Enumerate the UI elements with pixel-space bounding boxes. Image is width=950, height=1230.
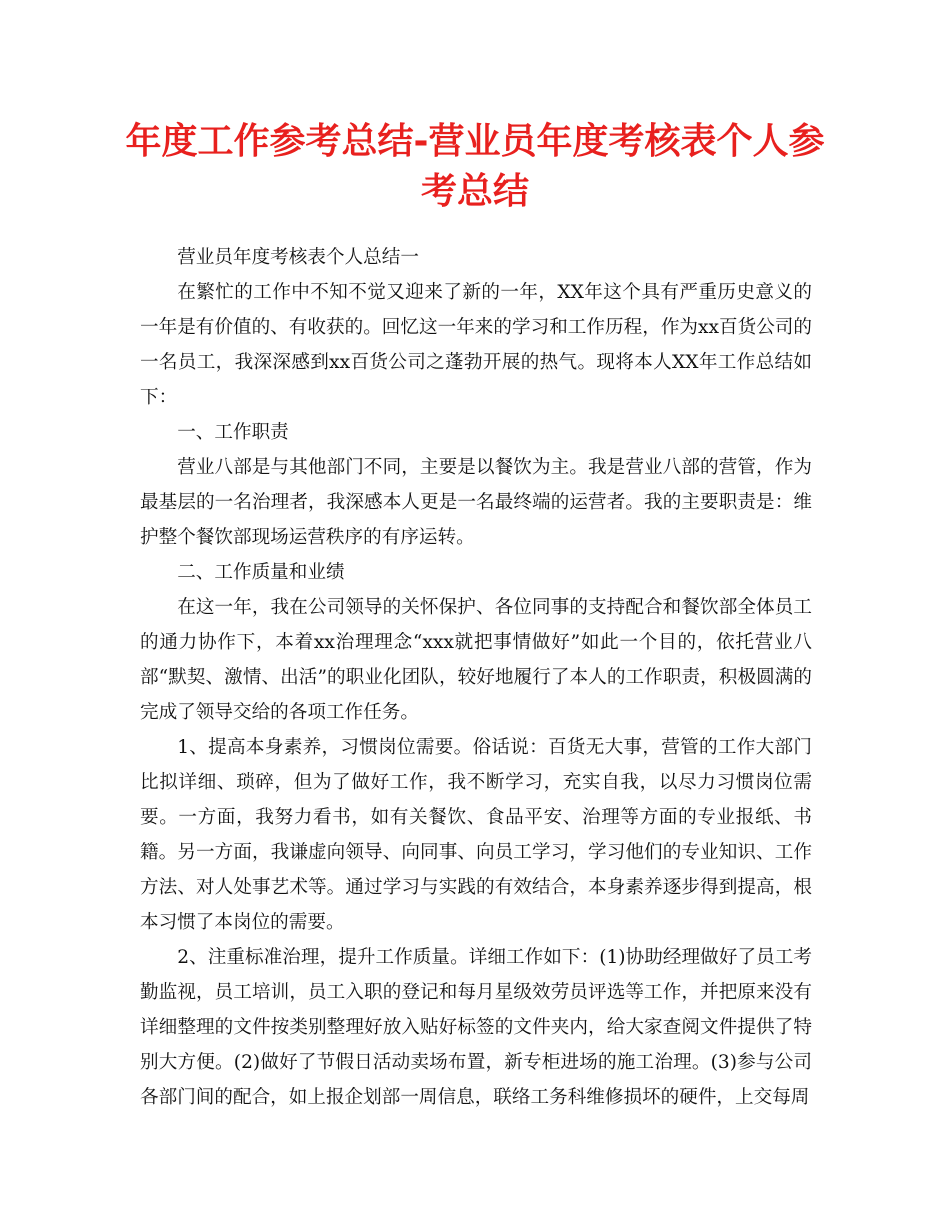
item-2-paragraph: 2、注重标准治理，提升工作质量。详细工作如下：(1)协助经理做好了员工考勤监视，员工培训，员工入职的登记和每月星级效劳员评选等工作，并把原来没有详细整理的文件按类别整理好放入贴好标签的文件夹内，给大家查阅文件提供了特别大方便。(2)做好了节假日活动卖场布置，新专柜进场的施工治理。(3)参与公司各部门间的配合，如上报企划部一周信息，联络工务科维修损坏的硬件，上交每周 bbox=[140, 947, 812, 1108]
duties-paragraph: 营业八部是与其他部门不同，主要是以餐饮为主。我是营业八部的营管，作为最基层的一名治理者，我深感本人更是一名最终端的运营者。我的主要职责是：维护整个餐饮部现场运营秩序的有序运转。 bbox=[140, 457, 812, 548]
intro-paragraph: 在繁忙的工作中不知不觉又迎来了新的一年，XX年这个具有严重历史意义的一年是有价值的、有收获的。回忆这一年来的学习和工作历程，作为xx百货公司的一名员工，我深深感到xx百货公司之蓬勃开展的热气。现将本人XX年工作总结如下： bbox=[140, 282, 812, 408]
subtitle-paragraph: 营业员年度考核表个人总结一 bbox=[177, 247, 419, 268]
item-1-paragraph: 1、提高本身素养，习惯岗位需要。俗话说：百货无大事，营管的工作大部门比拟详细、琐碎，但为了做好工作，我不断学习，充实自我，以尽力习惯岗位需要。一方面，我努力看书，如有关餐饮、食品平安、治理等方面的专业报纸、书籍。另一方面，我谦虚向领导、向同事、向员工学习，学习他们的专业知识、工作方法、对人处事艺术等。通过学习与实践的有效结合，本身素养逐步得到提高，根本习惯了本岗位的需要。 bbox=[140, 737, 812, 933]
document-body bbox=[140, 240, 812, 1115]
section-heading-quality: 二、工作质量和业绩 bbox=[177, 562, 345, 583]
document-title: 年度工作参考总结-营业员年度考核表个人参考总结 bbox=[125, 121, 825, 212]
quality-paragraph: 在这一年，我在公司领导的关怀保护、各位同事的支持配合和餐饮部全体员工的通力协作下，本着xx治理理念“xxx就把事情做好”如此一个目的，依托营业八部“默契、激情、出活”的职业化团队，较好地履行了本人的工作职责，积极圆满的完成了领导交给的各项工作任务。 bbox=[140, 597, 812, 723]
section-heading-duties: 一、工作职责 bbox=[177, 422, 289, 443]
